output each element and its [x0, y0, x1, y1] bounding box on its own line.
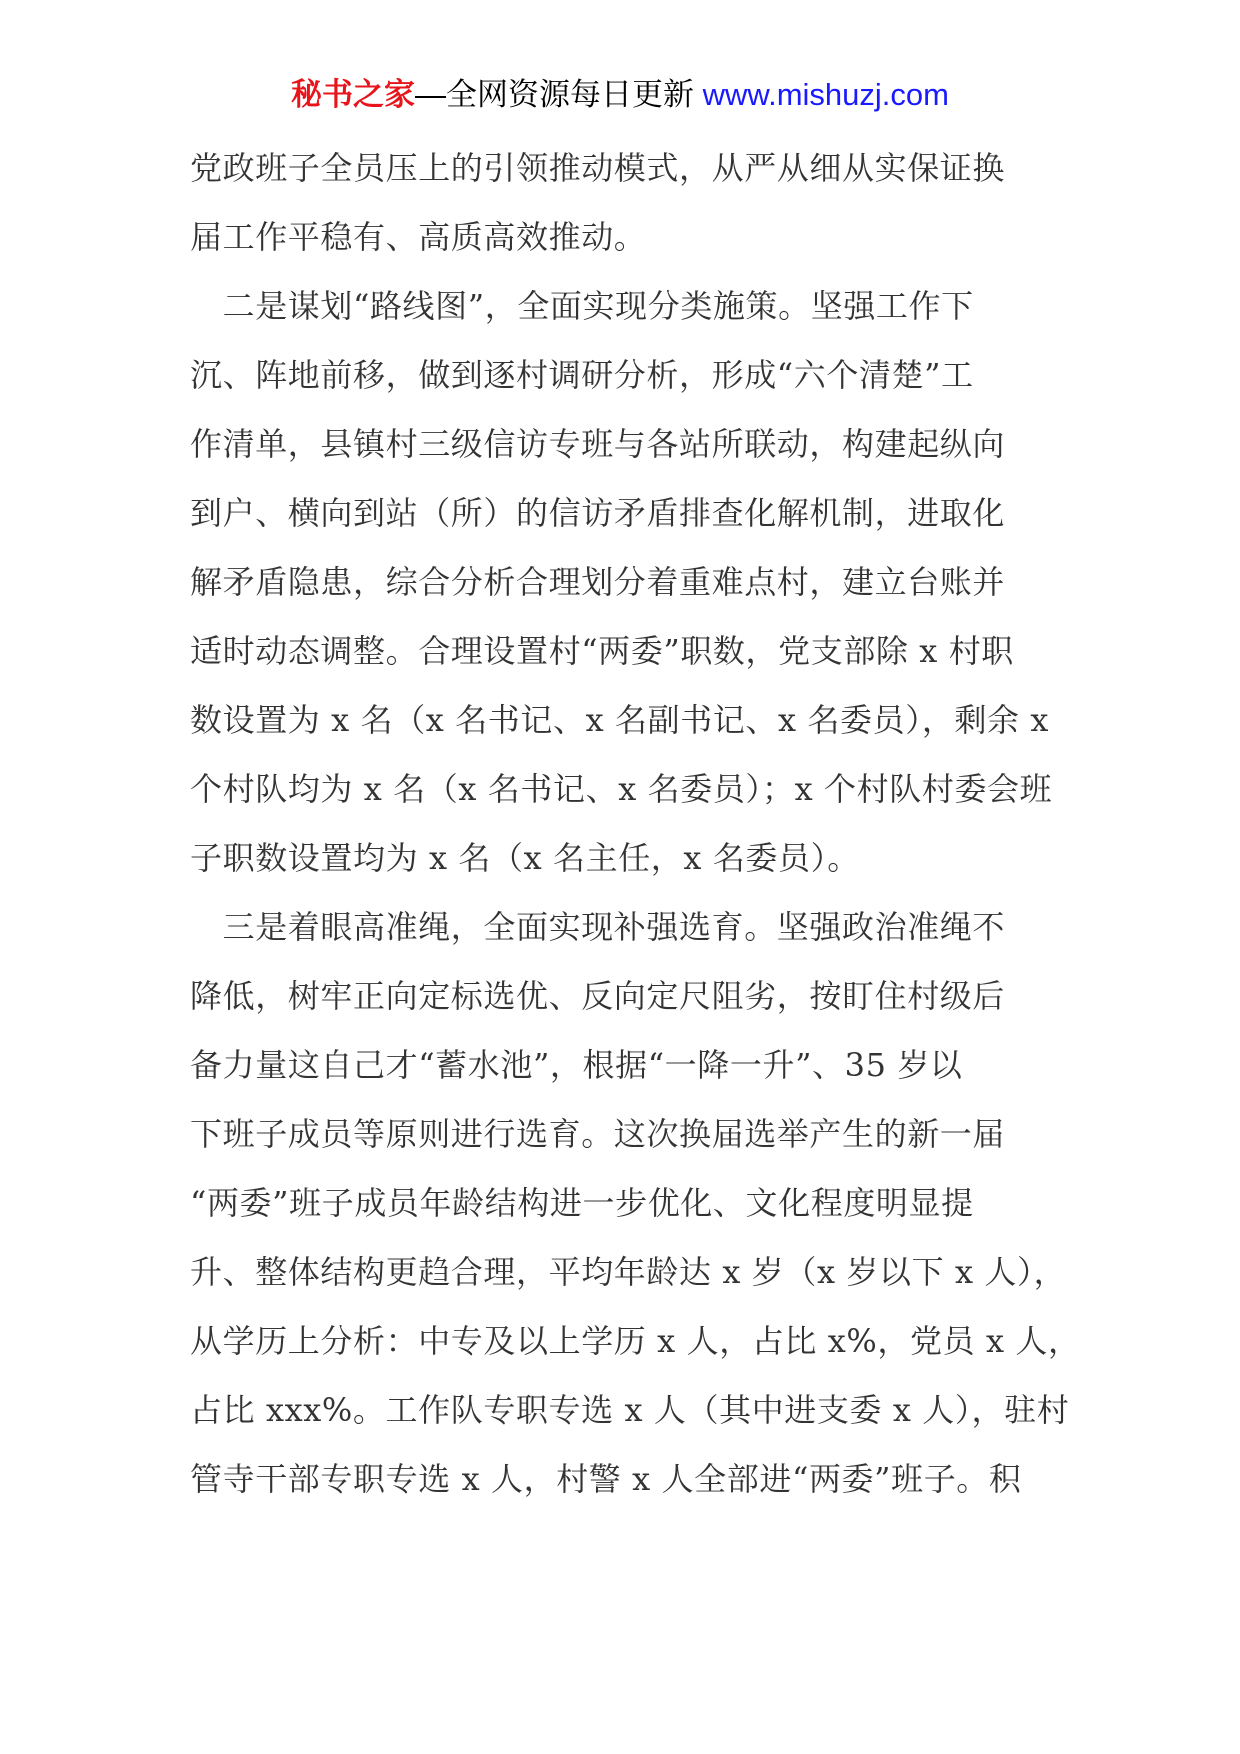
text-line: 管寺干部专职专选 x 人，村警 x 人全部进“两委”班子。积	[190, 1460, 1022, 1498]
text-line: 数设置为 x 名（x 名书记、x 名副书记、x 名委员），剩余 x	[190, 701, 1050, 739]
paragraph-1	[190, 134, 1056, 272]
paragraph-2	[190, 272, 1056, 893]
brand-name: 秘书之家	[291, 77, 416, 112]
text-line: 从学历上分析：中专及以上学历 x 人，占比 x%，党员 x 人，	[190, 1322, 1081, 1360]
text-line: 作清单，县镇村三级信访专班与各站所联动，构建起纵向	[190, 425, 1006, 463]
document-body	[190, 134, 1081, 1514]
site-url-link[interactable]: www.mishuzj.com	[702, 77, 949, 112]
text-line: 解矛盾隐患，综合分析合理划分着重难点村，建立台账并	[190, 563, 1006, 601]
paragraph-3	[190, 893, 1081, 1514]
text-line: “两委”班子成员年龄结构进一步优化、文化程度明显提	[190, 1184, 974, 1222]
text-line: 到户、横向到站（所）的信访矛盾排查化解机制，进取化	[190, 494, 1006, 532]
header-slogan: —全网资源每日更新	[415, 77, 695, 112]
text-line: 沉、阵地前移，做到逐村调研分析，形成“六个清楚”工	[190, 356, 974, 394]
text-line: 升、整体结构更趋合理，平均年龄达 x 岁（x 岁以下 x 人），	[190, 1253, 1067, 1291]
text-line: 降低，树牢正向定标选优、反向定尺阻劣，按盯住村级后	[190, 977, 1006, 1015]
text-line: 个村队均为 x 名（x 名书记、x 名委员）；x 个村队村委会班	[190, 770, 1053, 808]
text-line: 占比 xxx%。工作队专职专选 x 人（其中进支委 x 人），驻村	[190, 1391, 1070, 1429]
text-line: 下班子成员等原则进行选育。这次换届选举产生的新一届	[190, 1115, 1006, 1153]
site-header	[0, 70, 1240, 120]
text-line: 子职数设置均为 x 名（x 名主任，x 名委员）。	[190, 839, 860, 877]
text-line: 党政班子全员压上的引领推动模式，从严从细从实保证换	[190, 149, 1006, 187]
text-line: 三是着眼高准绳，全面实现补强选育。坚强政治准绳不	[190, 908, 1006, 946]
text-line: 二是谋划“路线图”，全面实现分类施策。坚强工作下	[190, 287, 974, 325]
text-line: 备力量这自己才“蓄水池”，根据“一降一升”、35 岁以	[190, 1046, 963, 1084]
text-line: 适时动态调整。合理设置村“两委”职数，党支部除 x 村职	[190, 632, 1014, 670]
text-line: 届工作平稳有、高质高效推动。	[190, 218, 647, 256]
